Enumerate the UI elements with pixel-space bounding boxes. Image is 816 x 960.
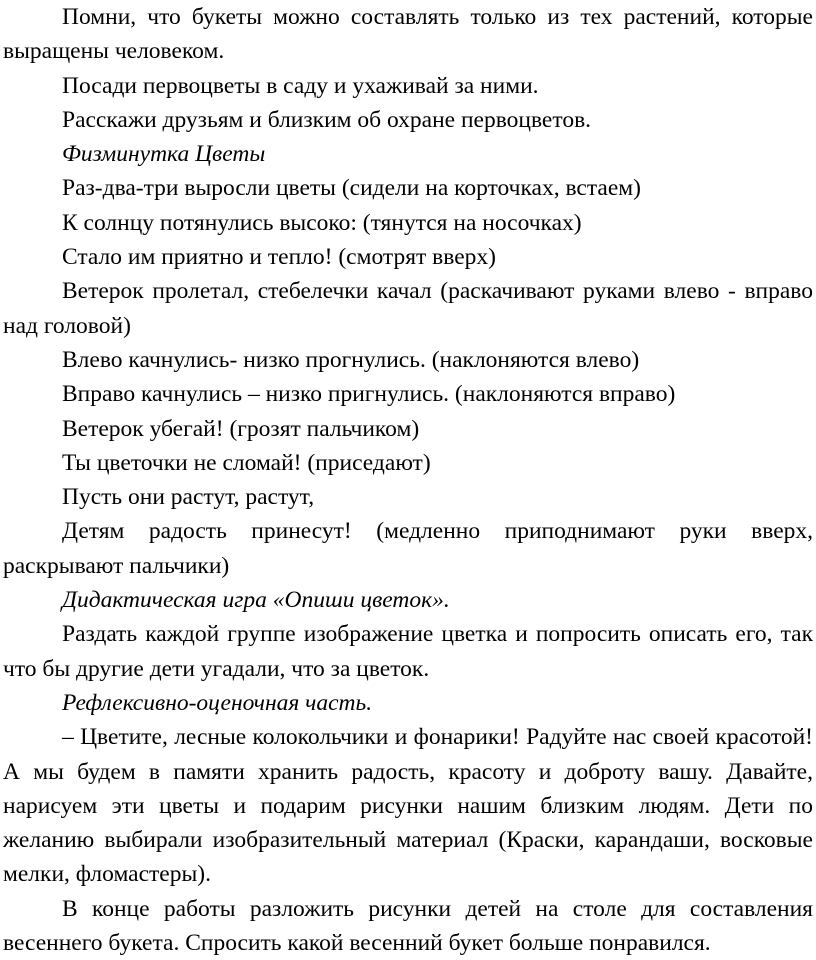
paragraph-poem-line-5: Влево качнулись- низко прогнулись. (наклоняются влево): [62, 346, 640, 373]
paragraph-poem-line-1: Раз-два-три выросли цветы (сидели на корточках, встаем): [62, 175, 641, 202]
document-body: [3, 0, 813, 960]
heading-didactic-game: Дидактическая игра «Опиши цветок».: [62, 587, 450, 614]
paragraph-poem-line-8: Ты цветочки не сломай! (приседают): [62, 449, 431, 476]
heading-reflexive-part: Рефлексивно-оценочная часть.: [62, 689, 373, 716]
paragraph-closing: В конце работы разложить рисунки детей на столе для составления весеннего букета. Спросить какой весенний букет больше понравился.: [3, 895, 813, 957]
paragraph-poem-line-7: Ветерок убегай! (грозят пальчиком): [62, 415, 420, 442]
paragraph-poem-line-2: К солнцу потянулись высоко: (тянутся на носочках): [62, 209, 582, 236]
paragraph-poem-line-6: Вправо качнулись – низко пригнулись. (наклоняются вправо): [62, 381, 676, 408]
paragraph-tell-friends: Расскажи друзьям и близким об охране первоцветов.: [62, 106, 592, 133]
paragraph-poem-line-9: Пусть они растут, растут,: [62, 484, 315, 511]
paragraph-bouquet-rule: Помни, что букеты можно составлять только из тех растений, которые выращены человеком.: [3, 4, 813, 65]
paragraph-poem-line-3: Стало им приятно и тепло! (смотрят вверх): [62, 244, 496, 271]
paragraph-reflection-speech: – Цветите, лесные колокольчики и фонарики! Радуйте нас своей красотой! А мы будем в памяти хранить радость, красоту и доброту вашу. Давайте, нарисуем эти цветы и подарим рисунки нашим близким людям. Дети по желанию выбирали изобразительный материал (Краски, карандаши, восковые мелки, фломастеры).: [3, 724, 813, 888]
heading-fizminutka: Физминутка Цветы: [62, 141, 266, 168]
paragraph-plant-primroses: Посади первоцветы в саду и ухаживай за ними.: [62, 72, 539, 99]
paragraph-poem-line-10: Детям радость принесут! (медленно приподнимают руки вверх, раскрывают пальчики): [3, 518, 813, 579]
paragraph-poem-line-4: Ветерок пролетал, стебелечки качал (раскачивают руками влево - вправо над головой): [3, 278, 813, 339]
paragraph-game-description: Раздать каждой группе изображение цветка и попросить описать его, так что бы другие дети угадали, что за цветок.: [3, 621, 813, 682]
